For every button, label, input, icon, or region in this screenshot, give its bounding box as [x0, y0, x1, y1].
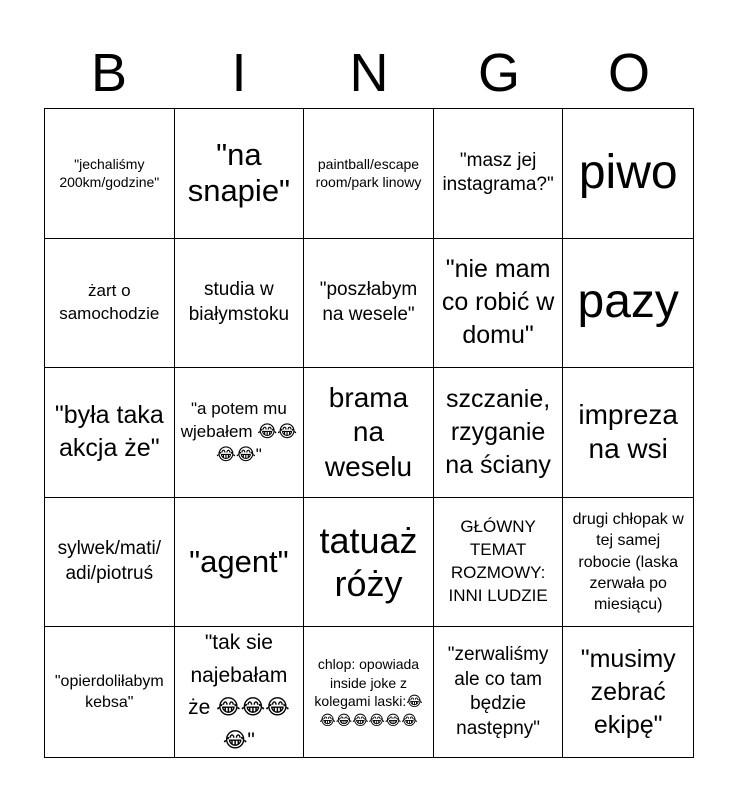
cell-text: "na snapie" — [187, 136, 291, 209]
bingo-cell-1-4[interactable] — [434, 109, 564, 239]
cell-text: "agent" — [189, 543, 289, 579]
bingo-cell-5-4[interactable] — [434, 627, 564, 757]
bingo-cell-2-2[interactable] — [175, 239, 305, 369]
bingo-cell-1-2[interactable] — [175, 109, 305, 239]
cell-text: "opierdoliłabym kebsa" — [54, 673, 164, 712]
header-letter-g: G — [477, 43, 520, 103]
bingo-cell-5-3[interactable] — [304, 627, 434, 757]
cell-text: "tak sie najebałam że 😂😂😂😂" — [188, 631, 290, 752]
bingo-cell-4-4[interactable] — [434, 498, 564, 628]
bingo-cell-3-4[interactable] — [434, 368, 564, 498]
header-letter-n: N — [349, 43, 389, 103]
header-letter-o: O — [607, 43, 650, 103]
cell-text: "zerwaliśmy ale co tam będzie następny" — [447, 643, 549, 739]
cell-text: brama na weselu — [324, 382, 413, 482]
cell-text: "poszłabym na wesele" — [319, 279, 418, 325]
bingo-cell-2-1[interactable] — [45, 239, 175, 369]
cell-text: tatuaż róży — [319, 519, 418, 605]
bingo-board — [44, 108, 694, 758]
bingo-cell-1-3[interactable] — [304, 109, 434, 239]
header-letter-b: B — [90, 43, 128, 103]
header-letter-i: I — [231, 43, 247, 103]
cell-text: "była taka akcja że" — [54, 401, 164, 463]
bingo-cell-2-4[interactable] — [434, 239, 564, 369]
bingo-cell-3-5[interactable] — [563, 368, 693, 498]
cell-text: "a potem mu wjebałem 😂😂😂😂" — [180, 399, 298, 464]
cell-text: "musimy zebrać ekipę" — [580, 644, 676, 739]
cell-text: GŁÓWNY TEMAT ROZMOWY: INNI LUDZIE — [448, 517, 548, 606]
bingo-cell-1-1[interactable] — [45, 109, 175, 239]
cell-text: "jechaliśmy 200km/godzine" — [59, 155, 160, 191]
bingo-cell-3-2[interactable] — [175, 368, 305, 498]
bingo-cell-5-5[interactable] — [563, 627, 693, 757]
bingo-cell-3-1[interactable] — [45, 368, 175, 498]
cell-text: sylwek/mati/ adi/piotruś — [57, 538, 162, 585]
cell-text: żart o samochodzie — [59, 280, 160, 323]
bingo-cell-5-1[interactable] — [45, 627, 175, 757]
bingo-cell-4-2[interactable] — [175, 498, 305, 628]
cell-text: "nie mam co robić w domu" — [441, 255, 555, 350]
cell-text: piwo — [578, 145, 678, 199]
bingo-cell-3-3[interactable] — [304, 368, 434, 498]
bingo-cell-2-5[interactable] — [563, 239, 693, 369]
bingo-cell-4-1[interactable] — [45, 498, 175, 628]
cell-text: chlop: opowiada inside joke z kolegami laski:😂😂😂😂😂😂😂 — [314, 656, 423, 728]
cell-text: pazy — [577, 275, 679, 329]
bingo-cell-2-3[interactable] — [304, 239, 434, 369]
cell-text: "masz jej instagrama?" — [442, 149, 554, 196]
cell-text: impreza na wsi — [578, 399, 678, 465]
cell-text: szczanie, rzyganie na ściany — [445, 384, 551, 479]
bingo-cell-1-5[interactable] — [563, 109, 693, 239]
bingo-cell-4-3[interactable] — [304, 498, 434, 628]
cell-text: studia w białymstoku — [188, 279, 290, 325]
bingo-cell-4-5[interactable] — [563, 498, 693, 628]
bingo-header — [44, 38, 694, 108]
cell-text: paintball/escape room/park linowy — [315, 155, 422, 191]
bingo-cell-5-2[interactable] — [175, 627, 305, 757]
cell-text: drugi chłopak w tej samej robocie (laska zerwała po miesiącu) — [572, 511, 684, 613]
